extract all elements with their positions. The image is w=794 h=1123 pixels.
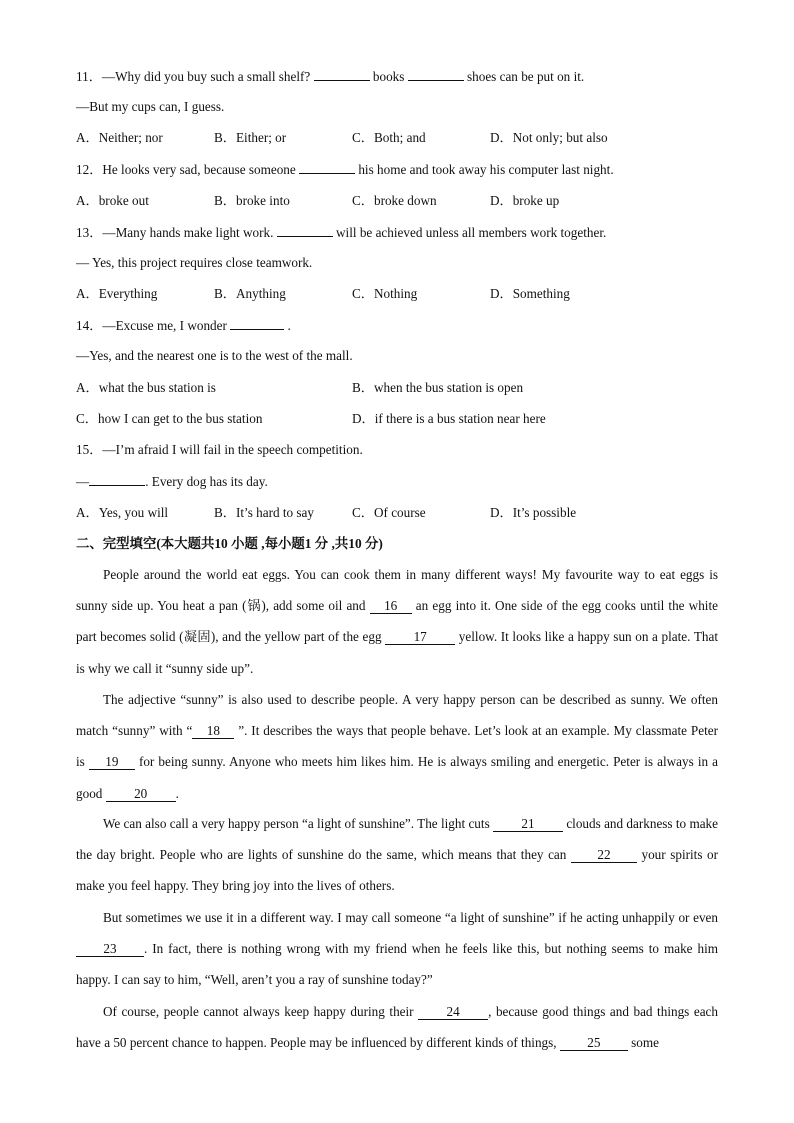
question-stem: .	[287, 318, 291, 333]
answer-blank	[277, 224, 333, 237]
answer-blank	[408, 68, 464, 81]
question-number: 13．	[76, 225, 103, 240]
question-12	[76, 161, 614, 178]
option-c: C．Nothing	[352, 286, 418, 301]
question-stem: will be achieved unless all members work together.	[336, 225, 607, 240]
option-c: C．broke down	[352, 193, 437, 208]
question-reply: —Yes, and the nearest one is to the west of the mall.	[76, 348, 353, 363]
option-b: B．Anything	[214, 286, 286, 301]
option-c: C．how I can get to the bus station	[76, 411, 263, 426]
cloze-blank-23: 23	[76, 942, 144, 957]
cloze-blank-24: 24	[418, 1005, 488, 1020]
cloze-blank-22: 22	[571, 848, 637, 863]
question-stem: shoes can be put on it.	[467, 69, 585, 84]
option-a: A．broke out	[76, 193, 149, 208]
question-11	[76, 68, 584, 85]
cloze-blank-25: 25	[560, 1036, 628, 1051]
option-a: A．Everything	[76, 286, 158, 301]
option-d: D．if there is a bus station near here	[352, 411, 546, 426]
cloze-paragraph-2: The adjective “sunny” is also used to describe people. A very happy person can be described as sunny. We often match “sunny” with “ 18 ”. It describes the ways that people behave. Let’s look at an example. My classmate Peter is 19 for being sunny. Anyone who meets him likes him. He is always smiling and energetic. Peter is always in a good 20 .	[76, 692, 718, 801]
cloze-paragraph-3: We can also call a very happy person “a light of sunshine”. The light cuts 21 clouds and darkness to make the day bright. People who are lights of sunshine do the same, which means that they can 22 your spirits or make you feel happy. They bring joy into the lives of others.	[76, 816, 719, 894]
option-c: C．Of course	[352, 505, 426, 520]
question-stem: —Many hands make light work.	[102, 225, 274, 240]
cloze-blank-17: 17	[385, 630, 455, 645]
question-number: 15．	[76, 442, 103, 457]
cloze-paragraph-5: Of course, people cannot always keep happy during their 24 , because good things and bad things each have a 50 percent chance to happen. People may be influenced by different kinds of things, 25 some	[76, 1004, 718, 1051]
question-number: 14．	[76, 318, 103, 333]
option-a: A．Yes, you will	[76, 505, 169, 520]
question-14	[76, 317, 291, 334]
cloze-blank-19: 19	[89, 755, 135, 770]
cloze-blank-18: 18	[192, 724, 234, 739]
answer-blank	[314, 68, 370, 81]
option-d: D．broke up	[490, 193, 560, 208]
question-13	[76, 224, 606, 241]
question-reply: —But my cups can, I guess.	[76, 99, 225, 114]
question-reply: — . Every dog has its day.	[76, 474, 268, 489]
question-stem: —I’m afraid I will fail in the speech competition.	[102, 442, 363, 457]
answer-blank	[230, 317, 284, 330]
option-d: D．Not only; but also	[490, 130, 608, 145]
question-stem: —Excuse me, I wonder	[102, 318, 227, 333]
option-d: D．It’s possible	[490, 505, 577, 520]
option-b: B．when the bus station is open	[352, 380, 524, 395]
cloze-blank-20: 20	[106, 787, 176, 802]
option-b: B．Either; or	[214, 130, 287, 145]
question-reply: — Yes, this project requires close teamwork.	[76, 255, 313, 270]
option-b: B．broke into	[214, 193, 290, 208]
section-heading: 二、完型填空(本大题共10 小题 ,每小题1 分 ,共10 分)	[76, 536, 383, 551]
cloze-paragraph-4: But sometimes we use it in a different way. I may call someone “a light of sunshine” if he acting unhappily or even 23 . In fact, there is nothing wrong with my friend when he feels like this, but nothing seems to make him happy. I can say to him, “Well, aren’t you a ray of sunshine today?”	[76, 910, 718, 988]
question-stem: books	[372, 69, 405, 84]
option-c: C．Both; and	[352, 130, 426, 145]
question-number: 11．	[76, 69, 102, 84]
question-15	[76, 442, 363, 458]
option-a: A．Neither; nor	[76, 130, 163, 145]
option-b: B．It’s hard to say	[214, 505, 314, 520]
question-stem: He looks very sad, because someone	[102, 162, 296, 177]
cloze-paragraph-1: People around the world eat eggs. You can cook them in many different ways! My favourite way to eat eggs is sunny side up. You heat a pan (锅), add some oil and 16 an egg into it. One side of the egg cooks until the white part becomes solid (凝固), and the yellow part of the egg 17 yellow. It looks like a happy sun on a plate. That is why we call it “sunny side up”.	[76, 567, 718, 676]
question-number: 12．	[76, 162, 103, 177]
cloze-blank-21: 21	[493, 817, 563, 832]
option-d: D．Something	[490, 286, 570, 301]
option-a: A．what the bus station is	[76, 380, 216, 395]
answer-blank	[299, 161, 355, 174]
question-stem: —Why did you buy such a small shelf?	[101, 69, 311, 84]
cloze-blank-16: 16	[370, 599, 412, 614]
question-stem: his home and took away his computer last night.	[358, 162, 614, 177]
answer-blank	[89, 473, 145, 486]
